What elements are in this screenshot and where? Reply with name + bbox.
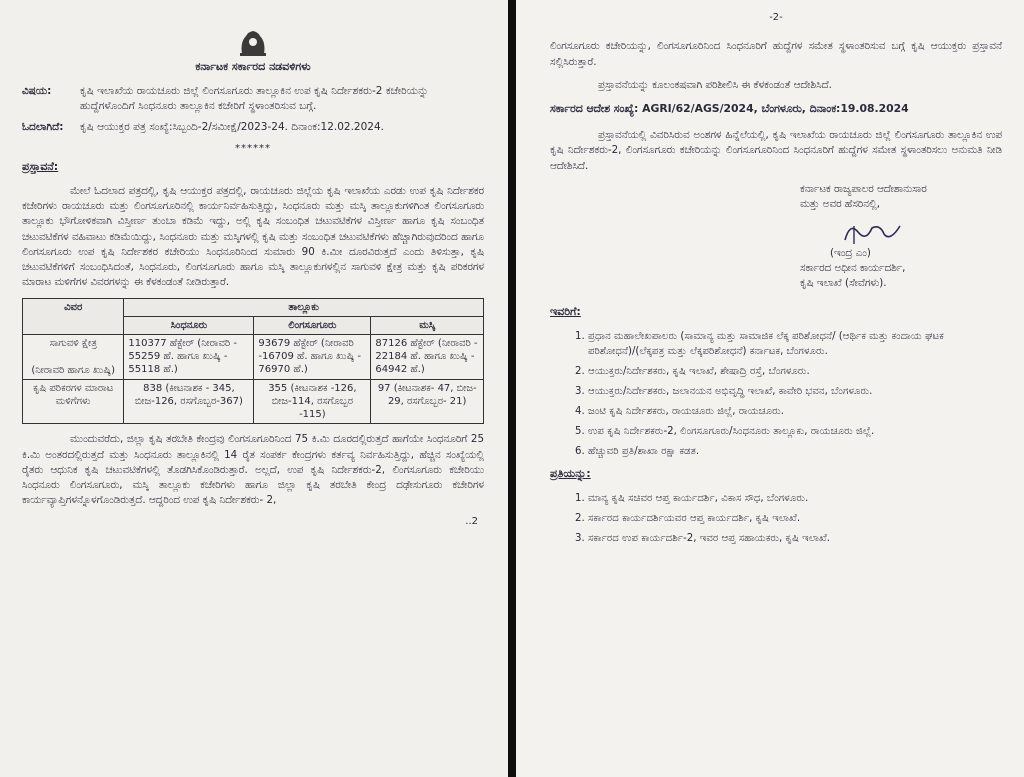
signature-line-1: ಕರ್ನಾಟಕ ರಾಜ್ಯಪಾಲರ ಆದೇಶಾನುಸಾರ xyxy=(800,183,927,195)
page-continued-marker: ..2 xyxy=(465,516,478,528)
list-item: 3. ಸರ್ಕಾರದ ಉಪ ಕಾರ್ಯದರ್ಶಿ-2, ಇವರ ಆಪ್ತ ಸಹಾಯಕರು, ಕೃಷಿ ಇಲಾಖೆ. xyxy=(588,531,1002,546)
list-item: 1. ಪ್ರಧಾನ ಮಹಾಲೇಖಪಾಲರು (ಸಾಮಾನ್ಯ ಮತ್ತು ಸಾಮಾಜಿಕ ಲೆಕ್ಕ ಪರಿಶೋಧನೆ/ (ಆರ್ಥಿಕ ಮತ್ತು ಕಂದಾಯ ಘಟಕ ಪರಿಶೋಧನೆ)/(ಲೆಕ್ಕಪತ್ರ ಮತ್ತು ಲೆಕ್ಕಪರಿಶೋಧನೆ) ಕರ್ನಾಟಕ, ಬೆಂಗಳೂರು. xyxy=(588,329,1002,359)
list-item: 4. ಜಂಟಿ ಕೃಷಿ ನಿರ್ದೇಶಕರು, ರಾಯಚೂರು ಜಿಲ್ಲೆ, ರಾಯಚೂರು. xyxy=(588,404,1002,419)
recipients-title: ಇವರಿಗೆ: xyxy=(550,305,581,318)
document-header: ಕರ್ನಾಟಕ ಸರ್ಕಾರದ ನಡವಳಿಗಳು xyxy=(195,60,311,73)
list-item: 2. ಆಯುಕ್ತರು/ನಿರ್ದೇಶಕರು, ಕೃಷಿ ಇಲಾಖೆ, ಶೇಷಾದ್ರಿ ರಸ್ತೆ, ಬೆಂಗಳೂರು. xyxy=(588,364,1002,379)
table-col-maski: ಮಸ್ಕಿ xyxy=(371,317,484,335)
page-divider xyxy=(508,0,516,777)
table-cell: 838 (ಕೀಟನಾಶಕ - 345, ಬೀಜ-126, ರಸಗೊಬ್ಬರ-367) xyxy=(124,380,254,424)
signatory-department: ಕೃಷಿ ಇಲಾಖೆ (ಸೇವೆಗಳು). xyxy=(800,277,887,289)
recipients-list xyxy=(550,329,1002,459)
preamble-title: ಪ್ರಸ್ತಾವನೆ: xyxy=(22,160,59,173)
table-header-taluk: ತಾಲ್ಲೂಕು xyxy=(124,299,484,317)
order-number-line: ಸರ್ಕಾರದ ಆದೇಶ ಸಂಖ್ಯೆ: AGRI/62/AGS/2024, ಬೆಂಗಳೂರು, ದಿನಾಂಕ:19.08.2024 xyxy=(550,101,909,115)
table-row xyxy=(23,380,484,424)
order-paragraph: ಪ್ರಸ್ತಾವನೆಯಲ್ಲಿ ವಿವರಿಸಿರುವ ಅಂಶಗಳ ಹಿನ್ನೆಲೆಯಲ್ಲಿ, ಕೃಷಿ ಇಲಾಖೆಯ ರಾಯಚೂರು ಜಿಲ್ಲೆ ಲಿಂಗಸೂಗೂರು ತಾಲ್ಲೂಕಿನ ಉಪ ಕೃಷಿ ನಿರ್ದೇಶಕರು-2, ಲಿಂಗಸೂಗೂರು ಕಚೇರಿಯನ್ನು ಲಿಂಗಸೂಗೂರಿನಿಂದ ಸಿಂಧನೂರಿಗೆ ಹುದ್ದೆಗಳ ಸಮೇತ ಸ್ಥಳಾಂತರಿಸಲು ಅನುಮತಿ ನೀಡಿ ಆದೇಶಿಸಿದೆ. xyxy=(550,128,1002,172)
copy-to-list xyxy=(550,491,1002,546)
table-cell: 87126 ಹೆಕ್ಟೇರ್ (ನೀರಾವರಿ - 22184 ಹೆ. ಹಾಗೂ ಖುಷ್ಕಿ - 64942 ಹೆ.) xyxy=(371,335,484,380)
cultivated-area-label: ಸಾಗುವಳಿ ಕ್ಷೇತ್ರ xyxy=(49,338,97,350)
reference-label: ಓದಲಾಗಿದೆ: xyxy=(22,121,64,133)
table-cell: 93679 ಹೆಕ್ಟೇರ್ (ನೀರಾವರಿ -16709 ಹೆ. ಹಾಗೂ ಖುಷ್ಕಿ - 76970 ಹೆ.) xyxy=(254,335,371,380)
signature-block xyxy=(800,182,1002,291)
handwritten-signature-icon xyxy=(840,218,910,246)
subject-text: ಕೃಷಿ ಇಲಾಖೆಯ ರಾಯಚೂರು ಜಿಲ್ಲೆ ಲಿಂಗಸೂಗೂರು ತಾಲ್ಲೂಕಿನ ಉಪ ಕೃಷಿ ನಿರ್ದೇಶಕರು-2 ಕಚೇರಿಯನ್ನು ಹುದ್ದೆಗಳೊಂದಿಗೆ ಸಿಂಧನೂರು ತಾಲ್ಲೂಕಿನ ಕಚೇರಿಗೆ ಸ್ಥಳಾಂತರಿಸುವ ಬಗ್ಗೆ. xyxy=(80,85,429,112)
page-one xyxy=(0,0,508,777)
page-number: -2- xyxy=(769,12,783,23)
preamble-paragraph: ಮೇಲೆ ಓದಲಾದ ಪತ್ರದಲ್ಲಿ, ಕೃಷಿ ಆಯುಕ್ತರ ಪತ್ರದಲ್ಲಿ, ರಾಯಚೂರು ಜಿಲ್ಲೆಯ ಕೃಷಿ ಇಲಾಖೆಯ ಎರಡು ಉಪ ಕೃಷಿ ನಿರ್ದೇಶಕರ ಕಚೇರಿಗಳು ರಾಯಚೂರು ಮತ್ತು ಲಿಂಗಸೂಗೂರಿನಲ್ಲಿ ಕಾರ್ಯನಿರ್ವಹಿಸುತ್ತಿದ್ದು, ಸಿಂಧನೂರು ಮತ್ತು ಮಸ್ಕಿ ತಾಲ್ಲೂಕುಗಳಿಗಿಂತ ಲಿಂಗಸೂಗೂರು ತಾಲ್ಲೂಕು ಭೌಗೋಳಿಕವಾಗಿ ವಿಸ್ತೀರ್ಣ ತುಂಬಾ ಕಡಿಮೆ ಇದ್ದು, ಅಲ್ಲಿ ಕೃಷಿ ಸಂಬಂಧಿತ ಚಟುವಟಿಕೆಗಳ ವಿಸ್ತೀರ್ಣ ಹಾಗೂ ಕೃಷಿ ಸಂಬಂಧಿತ ಚಟುವಟಿಕೆಗಳ ವಹಿವಾಟು ಕಡಿಮೆಯಿದ್ದು, ಸಿಂಧನೂರು ಮತ್ತು ಮಸ್ಕಿಗಳಲ್ಲಿ ಕೃಷಿ ಮತ್ತು ಸಂಬಂಧಿತ ಚಟುವಟಿಕೆಗಳು ಹೆಚ್ಚಾಗಿರುವುದರಿಂದ ಹಾಗೂ ಲಿಂಗಸೂಗೂರು ಉಪ ಕೃಷಿ ನಿರ್ದೇಶಕರ ಕಚೇರಿಯು ಸಿಂಧನೂರಿನಿಂದ ಸುಮಾರು 90 ಕಿ.ಮೀ ದೂರವಿರುತ್ತದೆ ಎಂದು ತಿಳಿಸುತ್ತಾ, ಕೃಷಿ ಚಟುವಟಿಕೆಗಳಿಗೆ ಸಂಬಂಧಿಸಿದಂತೆ, ಸಿಂಧನೂರು, ಲಿಂಗಸೂಗೂರು ಹಾಗೂ ಮಸ್ಕಿ ತಾಲ್ಲೂಕುಗಳಲ್ಲಿನ ಸಾಗುವಳಿ ಕ್ಷೇತ್ರ ಮತ್ತು ಕೃಷಿ ಪರಿಕರಗಳ ಮಾರಾಟ ಮಳಿಗೆಗಳ ವಿವರಗಳನ್ನು ಈ ಕೆಳಕಂಡಂತೆ ನೀಡಿರುತ್ತಾರೆ. xyxy=(22,185,484,289)
reference-text: ಕೃಷಿ ಆಯುಕ್ತರ ಪತ್ರ ಸಂಖ್ಯೆ:ಸಿಬ್ಬಂದಿ-2/ಸಮೀಕ್ಷೆ/2023-24. ದಿನಾಂಕ:12.02.2024. xyxy=(80,121,384,133)
page-two xyxy=(516,0,1024,777)
table-header-detail: ವಿವರ xyxy=(23,299,124,335)
cultivated-area-sublabel: (ನೀರಾವರಿ ಹಾಗೂ ಖುಷ್ಕಿ) xyxy=(31,365,115,377)
list-item: 2. ಸರ್ಕಾರದ ಕಾರ್ಯದರ್ಶಿಯವರ ಆಪ್ತ ಕಾರ್ಯದರ್ಶಿ, ಕೃಷಿ ಇಲಾಖೆ. xyxy=(588,511,1002,526)
list-item: 3. ಆಯುಕ್ತರು/ನಿರ್ದೇಶಕರು, ಜಲಾನಯನ ಅಭಿವೃದ್ಧಿ ಇಲಾಖೆ, ಕಾವೇರಿ ಭವನ, ಬೆಂಗಳೂರು. xyxy=(588,384,1002,399)
table-cell: 355 (ಕೀಟನಾಶಕ -126, ಬೀಜ-114, ರಸಗೊಬ್ಬರ -115) xyxy=(254,380,371,424)
signature-line-2: ಮತ್ತು ಅವರ ಹೆಸರಿನಲ್ಲಿ, xyxy=(800,198,881,210)
continuation-paragraph: ಮುಂದುವರೆದು, ಜಿಲ್ಲಾ ಕೃಷಿ ತರಬೇತಿ ಕೇಂದ್ರವು ಲಿಂಗಸೂಗೂರಿನಿಂದ 75 ಕಿ.ಮಿ ದೂರದಲ್ಲಿರುತ್ತದೆ ಹಾಗೆಯೇ ಸಿಂಧನೂರಿಗೆ 25 ಕಿ.ಮಿ ಅಂತರದಲ್ಲಿರುತ್ತದೆ ಮತ್ತು ಸಿಂಧನೂರು ತಾಲ್ಲೂಕಿನಲ್ಲಿ 14 ರೈತ ಸಂಪರ್ಕ ಕೇಂದ್ರಗಳು ಕರ್ತವ್ಯ ನಿರ್ವಹಿಸುತ್ತಿದ್ದು, ಹೆಚ್ಚಿನ ಸಂಖ್ಯೆಯಲ್ಲಿ ರೈತರು ಆಧುನಿಕ ಕೃಷಿ ಚಟುವಟಿಕೆಗಳಲ್ಲಿ ತೊಡಗಿಸಿಕೊಂಡಿರುತ್ತಾರೆ. ಅಲ್ಲದೆ, ಉಪ ಕೃಷಿ ನಿರ್ದೇಶಕರು-2, ಲಿಂಗಸೂಗೂರು ಕಚೇರಿಯು ಸಿಂಧನೂರು ಲಿಂಗಸೂಗೂರು, ಮಸ್ಕಿ ತಾಲ್ಲೂಕು ಕಚೇರಿಗಳು ಹಾಗೂ ಜಿಲ್ಲಾ ಕೃಷಿ ತರಬೇತಿ ಕೇಂದ್ರ ದಢೇಸುಗೂರು ಕಚೇರಿಗಳ ಕಾರ್ಯವ್ಯಾಪ್ತಿಗಳನ್ನೊಳಗೊಂಡಿರುತ್ತದೆ. ಆದ್ದರಿಂದ ಉಪ ಕೃಷಿ ನಿರ್ದೇಶಕರು- 2, xyxy=(22,433,484,507)
separator-stars: ****** xyxy=(235,143,271,154)
list-item: 5. ಉಪ ಕೃಷಿ ನಿರ್ದೇಶಕರು-2, ಲಿಂಗಸೂಗೂರು/ಸಿಂಧನೂರು ತಾಲ್ಲೂಕು, ರಾಯಚೂರು ಜಿಲ್ಲೆ. xyxy=(588,424,1002,439)
table-header-row xyxy=(23,299,484,317)
reference-row xyxy=(22,120,484,135)
table-cell: 110377 ಹೆಕ್ಟೇರ್ (ನೀರಾವರಿ - 55259 ಹೆ. ಹಾಗೂ ಖುಷ್ಕಿ - 55118 ಹೆ.) xyxy=(124,335,254,380)
table-col-lingsugur: ಲಿಂಗಸೂಗೂರು xyxy=(254,317,371,335)
state-emblem-icon xyxy=(236,28,270,58)
subject-row xyxy=(22,84,484,114)
list-item: 6. ಹೆಚ್ಚುವರಿ ಪ್ರತಿ/ಶಾಖಾ ರಕ್ಷಾ ಕಡತ. xyxy=(588,444,1002,459)
subject-label: ವಿಷಯ: xyxy=(22,85,52,97)
table-col-sindhanur: ಸಿಂಧನೂರು xyxy=(124,317,254,335)
table-row-label xyxy=(23,335,124,380)
page2-paragraph-1: ಲಿಂಗಸೂಗೂರು ಕಚೇರಿಯನ್ನು, ಲಿಂಗಸೂಗೂರಿನಿಂದ ಸಿಂಧನೂರಿಗೆ ಹುದ್ದೆಗಳ ಸಮೇತ ಸ್ಥಳಾಂತರಿಸುವ ಬಗ್ಗೆ ಕೃಷಿ ಆಯುಕ್ತರು ಪ್ರಸ್ತಾವನೆ ಸಲ್ಲಿಸಿರುತ್ತಾರೆ. xyxy=(550,40,1002,68)
signatory-name: (ಇಂದ್ರ ಎಂ) xyxy=(830,247,871,259)
copy-to-title: ಪ್ರತಿಯನ್ನು: xyxy=(550,467,591,480)
page2-paragraph-2: ಪ್ರಸ್ತಾವನೆಯನ್ನು ಕೂಲಂಕಷವಾಗಿ ಪರಿಶೀಲಿಸಿ ಈ ಕೆಳಕಂಡಂತೆ ಆದೇಶಿಸಿದೆ. xyxy=(598,79,832,91)
signatory-designation: ಸರ್ಕಾರದ ಅಧೀನ ಕಾರ್ಯದರ್ಶಿ, xyxy=(800,262,906,274)
table-row-label: ಕೃಷಿ ಪರಿಕರಗಳ ಮಾರಾಟ ಮಳಿಗೆಗಳು xyxy=(23,380,124,424)
taluk-table xyxy=(22,298,484,424)
list-item: 1. ಮಾನ್ಯ ಕೃಷಿ ಸಚಿವರ ಆಪ್ತ ಕಾರ್ಯದರ್ಶಿ, ವಿಕಾಸ ಸೌಧ, ಬೆಂಗಳೂರು. xyxy=(588,491,1002,506)
table-cell: 97 (ಕೀಟನಾಶಕ- 47, ಬೀಜ- 29, ರಸಗೊಬ್ಬರ- 21) xyxy=(371,380,484,424)
table-row xyxy=(23,335,484,380)
